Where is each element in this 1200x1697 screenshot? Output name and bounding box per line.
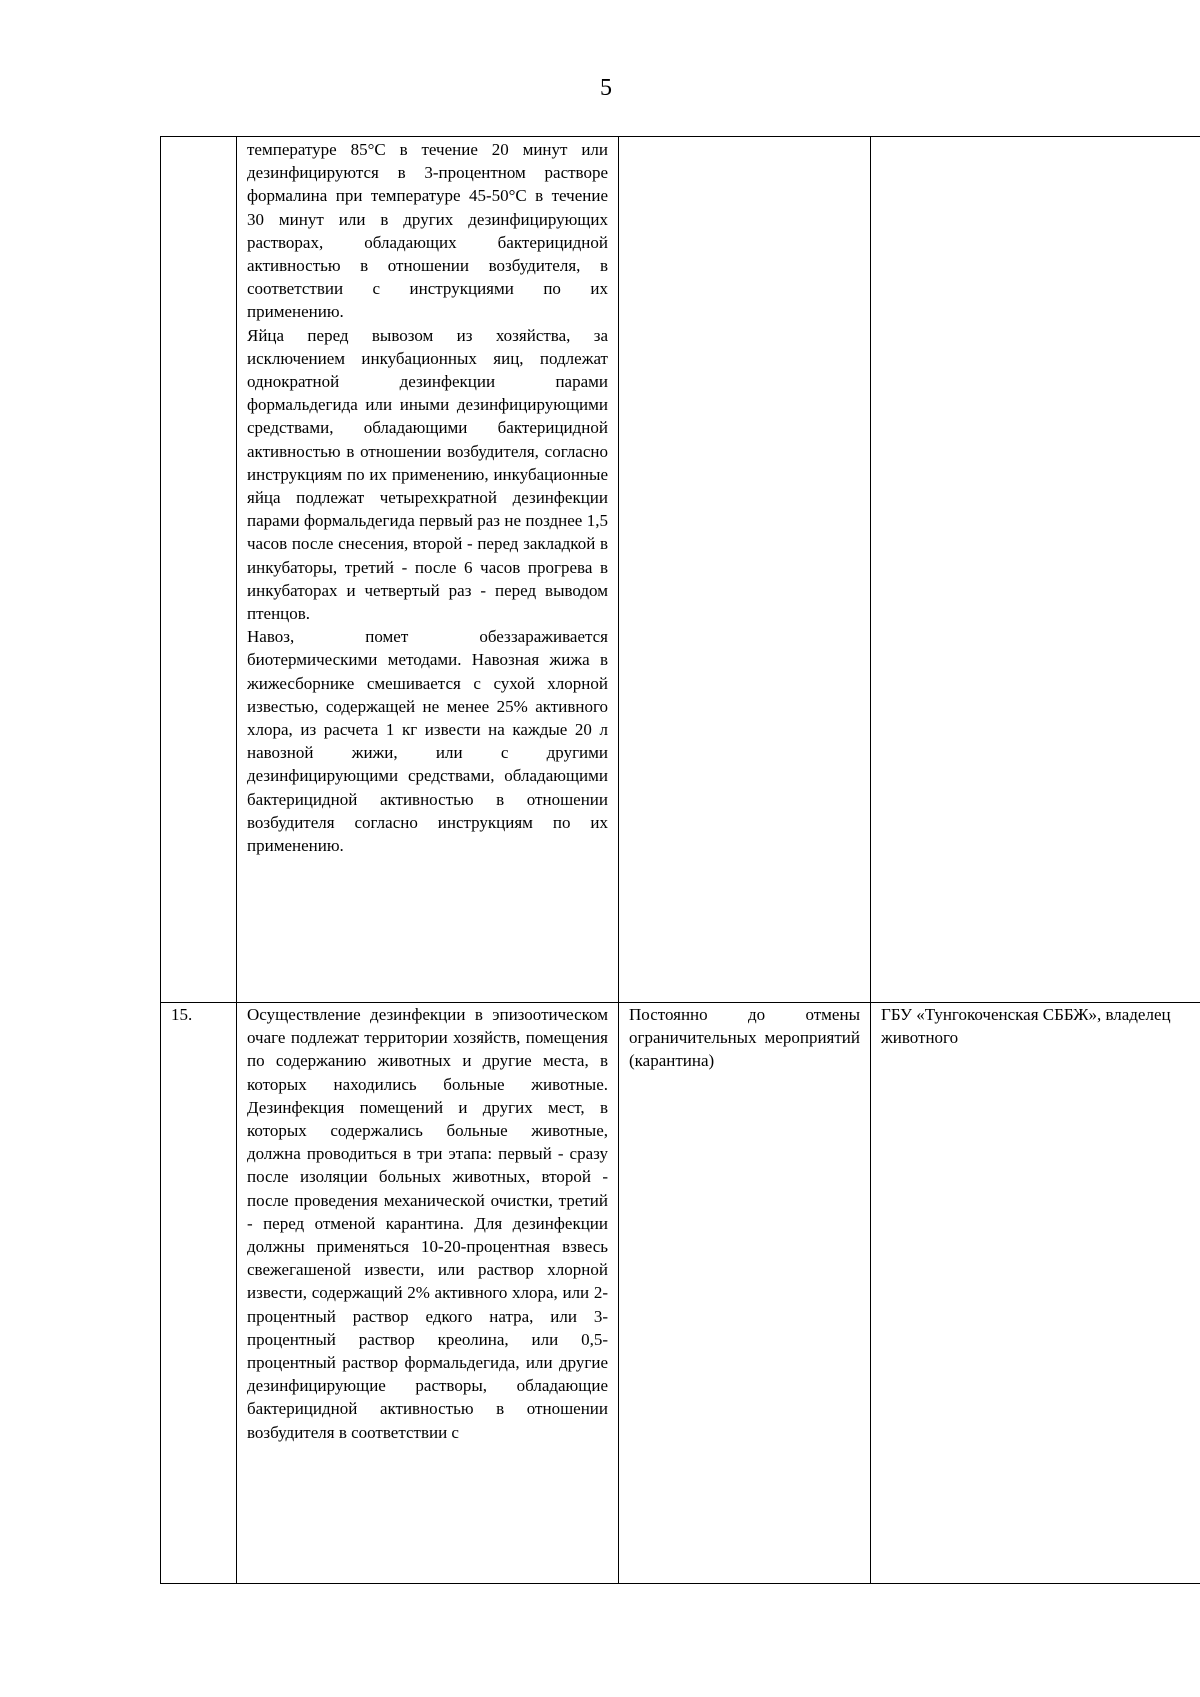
measures-table [160, 136, 1200, 1584]
term-cell [619, 137, 871, 1003]
row-number-cell [161, 137, 237, 1003]
term-text: Постоянно до отмены ограничительных мероприятий (карантина) [629, 1005, 860, 1071]
row-number-cell: 15. [161, 1003, 237, 1584]
paragraph: Навоз, помет обеззараживается биотермическими методами. Навозная жижа в жижесборнике смешивается с сухой хлорной известью, содержащей не менее 25% активного хлора, из расчета 1 кг извести на каждые 20 л навозной жижи, или с другими дезинфицирующими средствами, обладающими бактерицидной активностью в отношении возбудителя согласно инструкциям по их применению. [247, 627, 608, 856]
responsible-cell [871, 137, 1200, 1003]
measure-description-cell [237, 1003, 619, 1584]
page-number: 5 [600, 75, 612, 101]
paragraph: Яйца перед вывозом из хозяйства, за исключением инкубационных яиц, подлежат однократной дезинфекции парами формальдегида или иными дезинфицирующими средствами, обладающими бактерицидной активностью в отношении возбудителя, согласно инструкциям по их применению, инкубационные яйца подлежат четырехкратной дезинфекции парами формальдегида первый раз не позднее 1,5 часов после снесения, второй - перед закладкой в инкубаторы, третий - после 6 часов прогрева в инкубаторах и четвертый раз - перед выводом птенцов. [247, 325, 608, 624]
table-row [161, 1003, 1200, 1584]
paragraph: температуре 85°С в течение 20 минут или дезинфицируются в 3-процентном растворе формалина при температуре 45-50°С в течение 30 минут или в других дезинфицирующих растворах, обладающих бактерицидной активностью в отношении возбудителя, в соответствии с инструкциями по их применению. [247, 140, 608, 322]
table-row [161, 137, 1200, 1003]
paragraph: Осуществление дезинфекции в эпизоотическом очаге подлежат территории хозяйств, помещения по содержанию животных и другие места, в которых находились больные животные. Дезинфекция помещений и других мест, в которых содержались больные животные, должна проводиться в три этапа: первый - сразу после изоляции больных животных, второй - после проведения механической очистки, третий - перед отменой карантина. Для дезинфекции должны применяться 10-20-процентная взвесь свежегашеной извести, или раствор хлорной извести, содержащий 2% активного хлора, или 2-процентный раствор едкого натра, или 3-процентный раствор креолина, или 0,5-процентный раствор формальдегида, или другие дезинфицирующие растворы, обладающие бактерицидной активностью в отношении возбудителя в соответствии с [247, 1005, 608, 1442]
measure-description-cell [237, 137, 619, 1003]
responsible-cell: ГБУ «Тунгокоченская СББЖ», владелец животного [871, 1003, 1200, 1584]
term-cell [619, 1003, 871, 1584]
